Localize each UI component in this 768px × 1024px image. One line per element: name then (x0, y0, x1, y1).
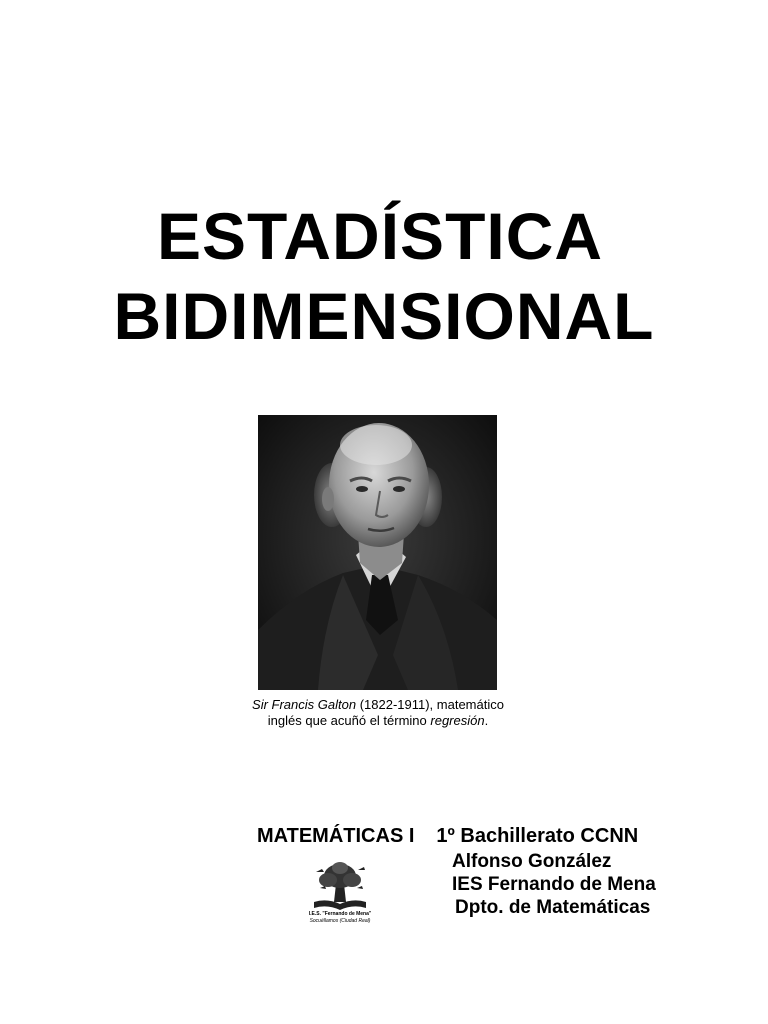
caption-person-name: Sir Francis Galton (252, 697, 357, 712)
school-logo (300, 858, 380, 928)
caption-line-2-prefix: inglés que acuñó el término (267, 713, 431, 728)
course-name: 1º Bachillerato CCNN (436, 825, 639, 847)
subject-line (257, 825, 638, 848)
portrait-photo (258, 415, 497, 690)
title-line-1: ESTADÍSTICA (156, 199, 604, 273)
photo-caption (200, 697, 556, 729)
department-name: Dpto. de Matemáticas (455, 897, 651, 918)
title-line-2: BIDIMENSIONAL (113, 279, 655, 353)
logo-location-text: Socuéllamos (Ciudad Real) (309, 918, 371, 924)
caption-line-2 (200, 713, 556, 729)
caption-line-2-suffix: . (484, 713, 489, 728)
caption-dates: (1822-1911), matemático (356, 697, 504, 712)
school-name: IES Fernando de Mena (452, 874, 656, 895)
caption-line-1 (200, 697, 556, 713)
logo-school-text: I.E.S. "Fernando de Mena" (308, 911, 372, 917)
author-name: Alfonso González (452, 851, 612, 872)
caption-term: regresión (430, 713, 485, 728)
subject-name: MATEMÁTICAS I (257, 825, 415, 847)
tree-book-icon (300, 858, 380, 910)
